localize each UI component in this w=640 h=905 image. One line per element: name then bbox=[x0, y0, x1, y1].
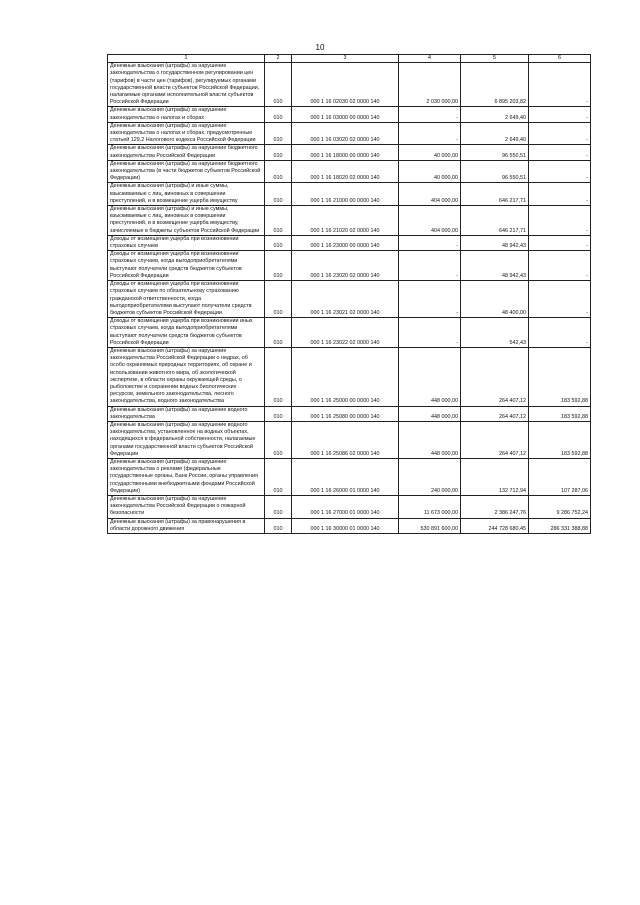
row-code: 010 bbox=[265, 183, 292, 206]
table-row bbox=[108, 406, 591, 421]
row-kbk: 000 1 16 25086 02 0000 140 bbox=[292, 421, 399, 458]
row-approved: 448 000,00 bbox=[399, 421, 461, 458]
row-unexecuted: 183 592,88 bbox=[529, 347, 591, 406]
row-executed: 48 400,00 bbox=[461, 281, 529, 318]
row-approved: - bbox=[399, 107, 461, 122]
table-row bbox=[108, 63, 591, 107]
row-kbk: 000 1 16 21000 00 0000 140 bbox=[292, 183, 399, 206]
row-unexecuted: - bbox=[529, 122, 591, 145]
row-approved: 404 000,00 bbox=[399, 206, 461, 236]
row-code: 010 bbox=[265, 145, 292, 160]
row-code: 010 bbox=[265, 458, 292, 495]
row-name: Денежные взыскания (штрафы) за нарушение бюджетного законодательства (в части бюджетов субъектов Российской Федерации) bbox=[108, 160, 265, 183]
row-kbk: 000 1 16 26000 01 0000 140 bbox=[292, 458, 399, 495]
row-name: Доходы от возмещения ущерба при возникновении страховых случаев, когда выгодоприобретателями выступают получатели средств бюджетов субъектов Российской Федерации bbox=[108, 251, 265, 281]
row-approved: 530 891 600,00 bbox=[399, 518, 461, 533]
row-kbk: 000 1 16 21020 02 0000 140 bbox=[292, 206, 399, 236]
table-row bbox=[108, 495, 591, 518]
row-approved: 11 673 000,00 bbox=[399, 495, 461, 518]
row-unexecuted: 183 592,88 bbox=[529, 421, 591, 458]
row-name: Денежные взыскания (штрафы) за нарушение законодательства о государственном регулировании цен (тарифов) в части цен (тарифов), регулируемых органами государственной власти субъектов Российской Федерации, налагаемые органами исполнительной власти субъектов Российской Федерации bbox=[108, 63, 265, 107]
row-name: Доходы от возмещения ущерба при возникновении страховых случаев bbox=[108, 235, 265, 250]
table-row bbox=[108, 421, 591, 458]
row-code: 010 bbox=[265, 347, 292, 406]
table-row bbox=[108, 518, 591, 533]
row-name: Денежные взыскания (штрафы) и иные суммы, взыскиваемые с лиц, виновных в совершении преступлений, и в возмещение ущерба имуществу, зачисляемые в бюджеты субъектов Российской Федерации bbox=[108, 206, 265, 236]
row-kbk: 000 1 16 03020 02 0000 140 bbox=[292, 122, 399, 145]
row-name: Доходы от возмещения ущерба при возникновении страховых случаев по обязательному страхованию гражданской ответственности, когда выгодоприобретателями выступают получатели средств бюджетов субъектов Российской Федерации bbox=[108, 281, 265, 318]
row-executed: 96 550,51 bbox=[461, 160, 529, 183]
row-approved: 448 000,00 bbox=[399, 406, 461, 421]
row-approved: 2 030 000,00 bbox=[399, 63, 461, 107]
row-kbk: 000 1 16 25000 00 0000 140 bbox=[292, 347, 399, 406]
row-kbk: 000 1 16 30000 01 0000 140 bbox=[292, 518, 399, 533]
row-name: Денежные взыскания (штрафы) за нарушение законодательства Российской Федерации о недрах, об особо охраняемых природных территориях, об охране и использовании животного мира, об экологической экспертизе, в области охраны окружающей среды, о рыболовстве и сохранении водных биологических ресурсов, земельного законодательства, лесного законодательства, водного законодательства bbox=[108, 347, 265, 406]
row-executed: 542,43 bbox=[461, 318, 529, 348]
row-executed: 2 649,40 bbox=[461, 122, 529, 145]
row-kbk: 000 1 16 27000 01 0000 140 bbox=[292, 495, 399, 518]
row-code: 010 bbox=[265, 318, 292, 348]
row-code: 010 bbox=[265, 122, 292, 145]
report-table bbox=[107, 54, 591, 534]
row-executed: 244 728 680,45 bbox=[461, 518, 529, 533]
row-name: Денежные взыскания (штрафы) за нарушение бюджетного законодательства Российской Федерации bbox=[108, 145, 265, 160]
table-row bbox=[108, 145, 591, 160]
table-row bbox=[108, 281, 591, 318]
row-name: Денежные взыскания (штрафы) за нарушение водного законодательства, установленное на водных объектах, находящихся в федеральной собственности, налагаемые органами государственной власти субъектов Российской Федерации bbox=[108, 421, 265, 458]
column-header: 5 bbox=[461, 55, 529, 63]
row-approved: - bbox=[399, 251, 461, 281]
row-kbk: 000 1 16 02030 02 0000 140 bbox=[292, 63, 399, 107]
row-approved: 40 000,00 bbox=[399, 145, 461, 160]
row-code: 010 bbox=[265, 235, 292, 250]
row-kbk: 000 1 16 18020 02 0000 140 bbox=[292, 160, 399, 183]
column-header: 4 bbox=[399, 55, 461, 63]
column-header: 3 bbox=[292, 55, 399, 63]
row-code: 010 bbox=[265, 421, 292, 458]
row-name: Денежные взыскания (штрафы) и иные суммы, взыскиваемые с лиц, виновных в совершении преступлений, и в возмещение ущерба имуществу bbox=[108, 183, 265, 206]
table-row bbox=[108, 458, 591, 495]
row-executed: 2 386 247,76 bbox=[461, 495, 529, 518]
row-executed: 48 942,43 bbox=[461, 251, 529, 281]
row-name: Денежные взыскания (штрафы) за нарушение законодательства о рекламе (федеральные государственные органы, Банк России, органы управления государственными внебюджетными фондами Российской Федерации) bbox=[108, 458, 265, 495]
row-unexecuted: - bbox=[529, 251, 591, 281]
row-approved: - bbox=[399, 318, 461, 348]
row-unexecuted: - bbox=[529, 318, 591, 348]
row-name: Денежные взыскания (штрафы) за нарушение законодательства о налогах и сборах, предусмотренные статьей 129.2 Налогового кодекса Российской Федерации bbox=[108, 122, 265, 145]
row-executed: 264 407,12 bbox=[461, 406, 529, 421]
table-row bbox=[108, 122, 591, 145]
row-code: 010 bbox=[265, 107, 292, 122]
row-kbk: 000 1 16 23000 00 0000 140 bbox=[292, 235, 399, 250]
column-header: 6 bbox=[529, 55, 591, 63]
row-code: 010 bbox=[265, 281, 292, 318]
row-code: 010 bbox=[265, 518, 292, 533]
row-unexecuted: 183 592,88 bbox=[529, 406, 591, 421]
row-approved: - bbox=[399, 281, 461, 318]
row-code: 010 bbox=[265, 406, 292, 421]
table-row bbox=[108, 206, 591, 236]
row-kbk: 000 1 16 25080 00 0000 140 bbox=[292, 406, 399, 421]
table-row bbox=[108, 251, 591, 281]
row-name: Денежные взыскания (штрафы) за нарушение законодательства Российской Федерации о пожарной безопасности bbox=[108, 495, 265, 518]
row-approved: 448 000,00 bbox=[399, 347, 461, 406]
row-executed: 264 407,12 bbox=[461, 421, 529, 458]
row-unexecuted: - bbox=[529, 160, 591, 183]
row-approved: - bbox=[399, 122, 461, 145]
row-executed: 96 550,51 bbox=[461, 145, 529, 160]
row-kbk: 000 1 16 23020 02 0000 140 bbox=[292, 251, 399, 281]
row-name: Доходы от возмещения ущерба при возникновении иных страховых случаев, когда выгодоприобретателями выступают получатели средств бюджетов субъектов Российской Федерации bbox=[108, 318, 265, 348]
table-row bbox=[108, 183, 591, 206]
row-code: 010 bbox=[265, 160, 292, 183]
row-kbk: 000 1 16 03000 00 0000 140 bbox=[292, 107, 399, 122]
row-executed: 2 649,40 bbox=[461, 107, 529, 122]
row-unexecuted: - bbox=[529, 235, 591, 250]
row-unexecuted: - bbox=[529, 281, 591, 318]
row-code: 010 bbox=[265, 63, 292, 107]
column-header: 1 bbox=[108, 55, 265, 63]
row-executed: 264 407,12 bbox=[461, 347, 529, 406]
row-name: Денежные взыскания (штрафы) за нарушение водного законодательства bbox=[108, 406, 265, 421]
row-code: 010 bbox=[265, 206, 292, 236]
row-approved: 404 000,00 bbox=[399, 183, 461, 206]
row-kbk: 000 1 16 23022 02 0000 140 bbox=[292, 318, 399, 348]
row-approved: 40 000,00 bbox=[399, 160, 461, 183]
table-row bbox=[108, 318, 591, 348]
row-approved: 240 000,00 bbox=[399, 458, 461, 495]
row-unexecuted: - bbox=[529, 206, 591, 236]
row-unexecuted: - bbox=[529, 145, 591, 160]
row-code: 010 bbox=[265, 495, 292, 518]
row-unexecuted: 9 286 752,24 bbox=[529, 495, 591, 518]
table-row bbox=[108, 347, 591, 406]
row-unexecuted: - bbox=[529, 107, 591, 122]
column-header: 2 bbox=[265, 55, 292, 63]
row-kbk: 000 1 16 23021 02 0000 140 bbox=[292, 281, 399, 318]
row-unexecuted: 286 331 388,88 bbox=[529, 518, 591, 533]
row-kbk: 000 1 16 18000 00 0000 140 bbox=[292, 145, 399, 160]
row-unexecuted: - bbox=[529, 63, 591, 107]
row-executed: 132 712,94 bbox=[461, 458, 529, 495]
row-executed: 646 217,71 bbox=[461, 206, 529, 236]
header-row bbox=[108, 55, 591, 63]
row-name: Денежные взыскания (штрафы) за правонарушения в области дорожного движения bbox=[108, 518, 265, 533]
row-unexecuted: 107 287,06 bbox=[529, 458, 591, 495]
table-row bbox=[108, 235, 591, 250]
row-unexecuted: - bbox=[529, 183, 591, 206]
table-row bbox=[108, 107, 591, 122]
row-approved: - bbox=[399, 235, 461, 250]
page-number: 10 bbox=[315, 43, 325, 52]
row-code: 010 bbox=[265, 251, 292, 281]
row-executed: 646 217,71 bbox=[461, 183, 529, 206]
row-executed: 6 895 203,82 bbox=[461, 63, 529, 107]
row-executed: 48 942,43 bbox=[461, 235, 529, 250]
row-name: Денежные взыскания (штрафы) за нарушение законодательства о налогах и сборах bbox=[108, 107, 265, 122]
table-row bbox=[108, 160, 591, 183]
